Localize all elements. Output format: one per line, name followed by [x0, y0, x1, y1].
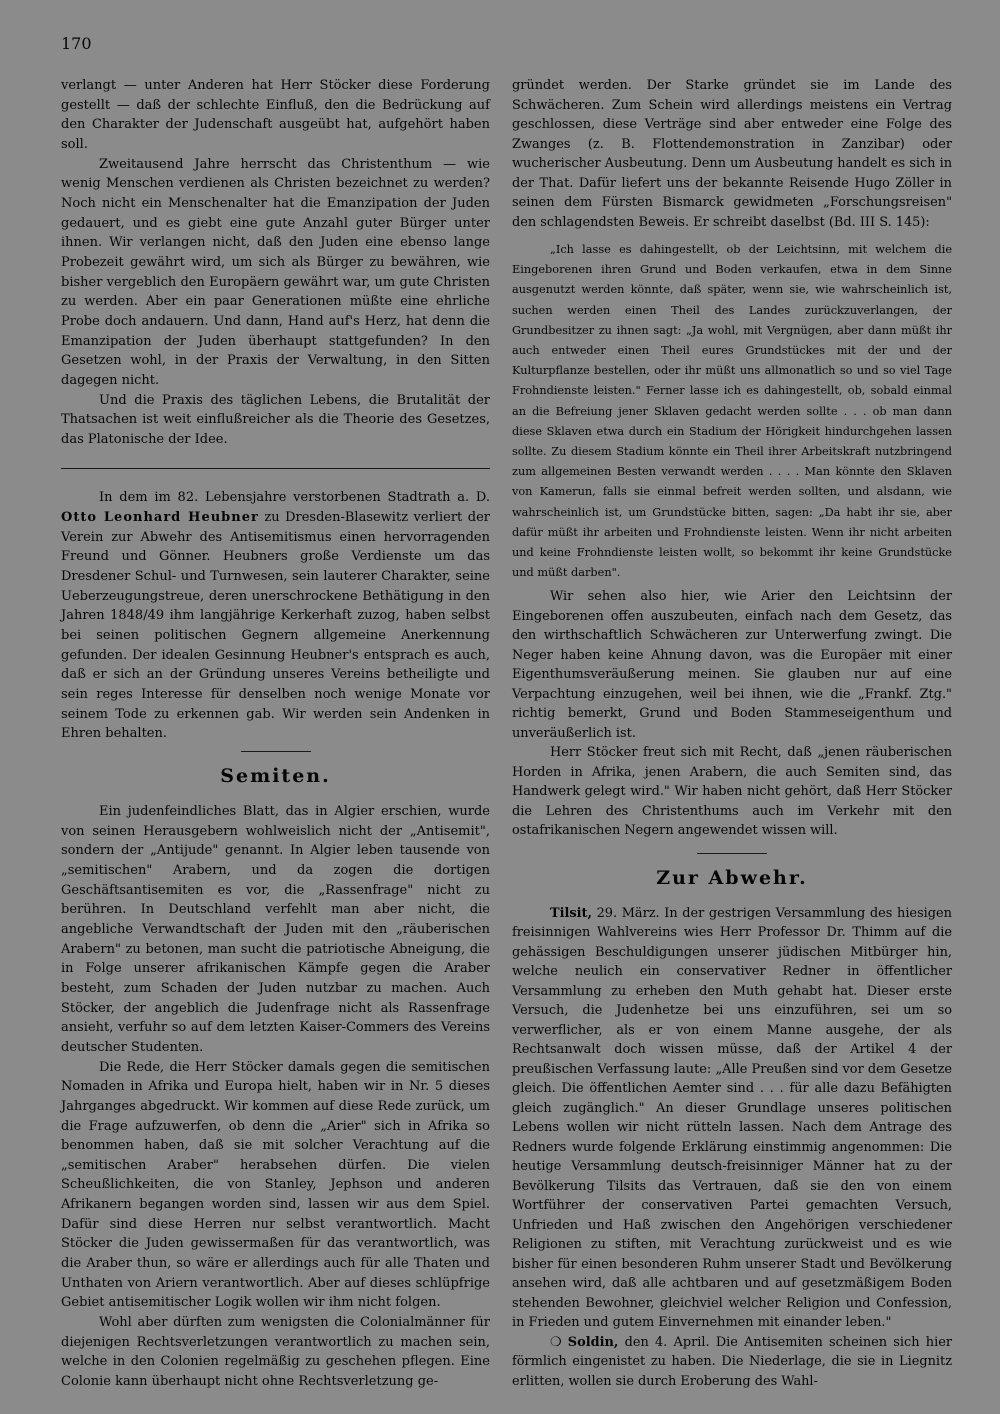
paragraph: Herr Stöcker freut sich mit Recht, daß „jenen räuberischen Horden in Afrika, jenen Arabern, die auch Semiten sind, das Handwerk gelegt wird." Wir haben nicht gehört, daß Herr Stöcker die Lehren des Christenthums auch im Verkehr mit den ostafrikanischen Negern angewendet wissen will.	[512, 745, 952, 839]
news-text: 29. März. In der gestrigen Versammlung des hiesigen freisinnigen Wahlvereins wies Herr Professor Dr. Thimm auf die gehässigen Beschuldigungen unserer jüdischen Mitbürger hin, welche neulich ein conservativer Redner in öffentlicher Versammlung zu erheben den Muth gehabt hat. Dieser erste Versuch, die Judenhetze bei uns einzuführen, sei um so verwerflicher, als er von einem Manne ausgehe, der als Rechtsanwalt doch wissen müsse, daß der Artikel 4 der preußischen Verfassung laute: „Alle Preußen sind vor dem Gesetze gleich. Die öffentlichen Aemter sind . . . für alle dazu Befähigten gleich zugänglich." An dieser Grundlage unseres politischen Lebens wollen wir nicht rütteln lassen. Nach dem Antrage des Redners wurde folgende Erklärung einstimmig angenommen: Die heutige Versammlung deutsch-freisinniger Männer hat zu der Bevölkerung Tilsits das Vertrauen, daß sie den von einem Wortführer der conservativen Partei gemachten Versuch, Unfrieden und Haß zwischen den Angehörigen verschiedener Religionen zu stiften, mit Verachtung zurückweist und es wie bisher für einen besonderen Ruhm unserer Stadt und Bevölkerung ansehen wird, daß alle achtbaren und auf gesetzmäßigem Boden stehenden Bewohner, gleichviel welcher Religion und Confession, in Frieden und gutem Einvernehmen mit einander leben."	[512, 905, 952, 1331]
short-divider	[697, 853, 767, 854]
place-soldin: Soldin,	[567, 1334, 619, 1350]
obituary-lead: In dem im 82. Lebensjahre verstorbenen Stadtrath a. D.	[99, 490, 490, 506]
news-text: den 4. April. Die Antisemiten scheinen sich hier förmlich eingenistet zu haben. Die Niederlage, die sie in Liegnitz erlitten, wollen sie durch Eroberung des Wahl-	[512, 1334, 953, 1389]
paragraph: Ein judenfeindliches Blatt, das in Algier erschien, wurde von seinen Herausgebern wohlweislich nicht der „Antisemit", sondern der „Antijude" genannt. In Algier leben tausende von „semitischen" Arabern, und da zogen die dortigen Geschäftsantisemiten es vor, die „Rassenfrage" nicht zu berühren. In Deutschland verfehlt man aber nicht, die angebliche Verwandtschaft der Juden mit den „räuberischen Arabern" zu betonen, man sucht die patriotische Abneigung, die in Folge unserer afrikanischen Kämpfe gegen die Araber besteht, zum Schaden der Juden nutzbar zu machen. Auch Stöcker, der angeblich die Judenfrage nicht als Rassenfrage ansieht, verfuhr so auf dem letzten Kaiser-Commers des Vereins deutscher Studenten.	[61, 804, 490, 1055]
news-item-tilsit	[512, 904, 952, 1333]
obituary-text: zu Dresden-Blasewitz verliert der Verein zur Abwehr des Antisemitismus einen hervorragenden Freund und Gönner. Heubners große Verdienste um das Dresdener Schul- und Turnwesen, sein lauterer Charakter, seine Ueberzeugungstreue, deren unerschrockene Bethätigung in den Jahren 1848/49 ihm langjährige Kerkerhaft zuzog, haben selbst bei seinen politischen Gegnern allgemeine Anerkennung gefunden. Der idealen Gesinnung Heubner's entsprach es auch, daß er sich an der Gründung unseres Vereins betheiligte und sein reges Interesse für denselben noch wenige Monate vor seinem Tode zu erkennen gab. Wir werden sein Andenken in Ehren behalten.	[61, 510, 490, 742]
left-column	[61, 76, 490, 1392]
paragraph: Und die Praxis des täglichen Lebens, die Brutalität der Thatsachen ist weit einflußreicher als die Theorie des Gesetzes, das Platonische der Idee.	[61, 392, 490, 447]
paragraph: Zweitausend Jahre herrscht das Christenthum — wie wenig Menschen verdienen als Christen bezeichnet zu werden? Noch nicht ein Menschenalter hat die Emanzipation der Juden gedauert, und es giebt eine gute Anzahl guter Bürger unter ihnen. Wir verlangen nicht, daß den Juden eine ebenso lange Probezeit gewährt wird, um sich als Bürger zu bewähren, wie bisher vergeblich den Europäern gewährt war, um gute Christen zu werden. Aber ein paar Generationen müßte eine ehrliche Probe doch andauern. Und dann, Hand auf's Herz, hat denn die Emanzipation der Juden überhaupt stattgefunden? In den Gesetzen wohl, in der Praxis der Verwaltung, in den Sitten dagegen nicht.	[61, 156, 490, 388]
paragraph: Wir sehen also hier, wie Arier den Leichtsinn der Eingeborenen offen auszubeuten, einfach nach dem Gesetz, das den wirthschaftlich Schwächeren zur Unterwerfung zwingt. Die Neger haben keine Ahnung davon, was die Europäer mit einer Eigenthumsveräußerung meinen. Sie glauben nur auf eine Verpachtung einzugehen, weil bei ihnen, wie die „Frankf. Ztg." richtig bemerkt, Grund und Boden Stammeseigenthum und unveräußerlich ist.	[512, 589, 952, 741]
section-divider	[61, 468, 490, 469]
block-quote	[512, 240, 952, 583]
paragraph: Wohl aber dürften zum wenigsten die Colonialmänner für diejenigen Rechtsverletzungen verantwortlich zu machen sein, welche in den Colonien regelmäßig zu geschehen pflegen. Eine Colonie kann überhaupt nicht ohne Rechtsverletzung ge-	[61, 1315, 490, 1390]
obituary-paragraph	[61, 488, 490, 744]
paragraph: verlangt — unter Anderen hat Herr Stöcker diese Forderung gestellt — daß der schlechte Einfluß, den die Bedrückung auf den Charakter der Judenschaft ausgeübt hat, aufgehört haben soll.	[61, 78, 490, 152]
right-column	[512, 76, 952, 1391]
section-heading-zur-abwehr: Zur Abwehr.	[656, 866, 808, 889]
circle-mark-icon: ❍	[550, 1334, 562, 1350]
place-tilsit: Tilsit,	[550, 905, 592, 921]
paragraph: Die Rede, die Herr Stöcker damals gegen die semitischen Nomaden in Afrika und Europa hielt, haben wir in Nr. 5 dieses Jahrganges abgedruckt. Wir kommen auf diese Rede zurück, um die Frage aufzuwerfen, ob denn die „Arier" sich in Afrika so benommen haben, daß sie mit solcher Verachtung auf die „semitischen Araber" herabsehen dürfen. Die vielen Scheußlichkeiten, die von Stanley, Jephson und anderen Afrikanern begangen worden sind, lassen wir aus dem Spiel. Dafür sind diese Herren nur selbst verantwortlich. Macht Stöcker die Juden gewissermaßen für das verantwortlich, was die Araber thun, so wäre er allerdings auch für alle Thaten und Unthaten von Ariern verantwortlich. Aber auf dieses schlüpfrige Gebiet antisemitischer Logik wollen wir ihm nicht folgen.	[61, 1059, 490, 1311]
news-item-soldin	[512, 1333, 952, 1392]
page-number: 170	[61, 34, 92, 53]
short-divider	[241, 751, 311, 752]
paragraph: gründet werden. Der Starke gründet sie im Lande des Schwächeren. Zum Schein wird allerdings meistens ein Vertrag geschlossen, diese Verträge sind aber entweder eine Folge des Zwanges (z. B. Flottendemonstration in Zanzibar) oder wucherischer Ausbeutung. Denn um Ausbeutung handelt es sich in der That. Dafür liefert uns der bekannte Reisende Hugo Zöller in seinen dem Fürsten Bismarck gewidmeten „Forschungsreisen" den schlagendsten Beweis. Er schreibt daselbst (Bd. III S. 145):	[512, 78, 952, 230]
obituary-name: Otto Leonhard Heubner	[61, 510, 259, 526]
quote-text: „Ich lasse es dahingestellt, ob der Leichtsinn, mit welchem die Eingeborenen ihren Grund und Boden verkaufen, etwa in dem Sinne ausgenutzt werden könnte, daß später, wenn sie, wie wahrscheinlich ist, suchen werden einen Theil des Landes zurückzuverlangen, der Grundbesitzer zu ihnen sagt: „Ja wohl, mit Vergnügen, aber dann müßt ihr auch entweder einen Theil eures Grundstückes mit der und der Kulturpflanze bestellen, oder ihr müßt uns allmonatlich so und so viel Tage Frohndienste leisten." Ferner lasse ich es dahingestellt, ob, sobald einmal an die Befreiung jener Sklaven gedacht werden sollte . . . ob man dann diese Sklaven etwa durch ein Stadium der Hörigkeit hindurchgehen lassen sollte. Zu diesem Stadium könnte ein Theil ihrer Arbeitskraft nutzbringend zum allgemeinen Besten verwandt werden . . . . Man könnte den Sklaven von Kamerun, falls sie einmal befreit werden sollten, und alsdann, wie wahrscheinlich ist, um Grundstücke bitten, sagen: „Da habt ihr sie, aber dafür müßt ihr arbeiten und Frohndienste leisten. Wenn ihr nicht arbeiten und keine Frohndienste leisten wollt, so bekommt ihr keine Grundstücke und müßt darben".	[512, 243, 952, 580]
section-heading-semiten: Semiten.	[220, 765, 331, 787]
